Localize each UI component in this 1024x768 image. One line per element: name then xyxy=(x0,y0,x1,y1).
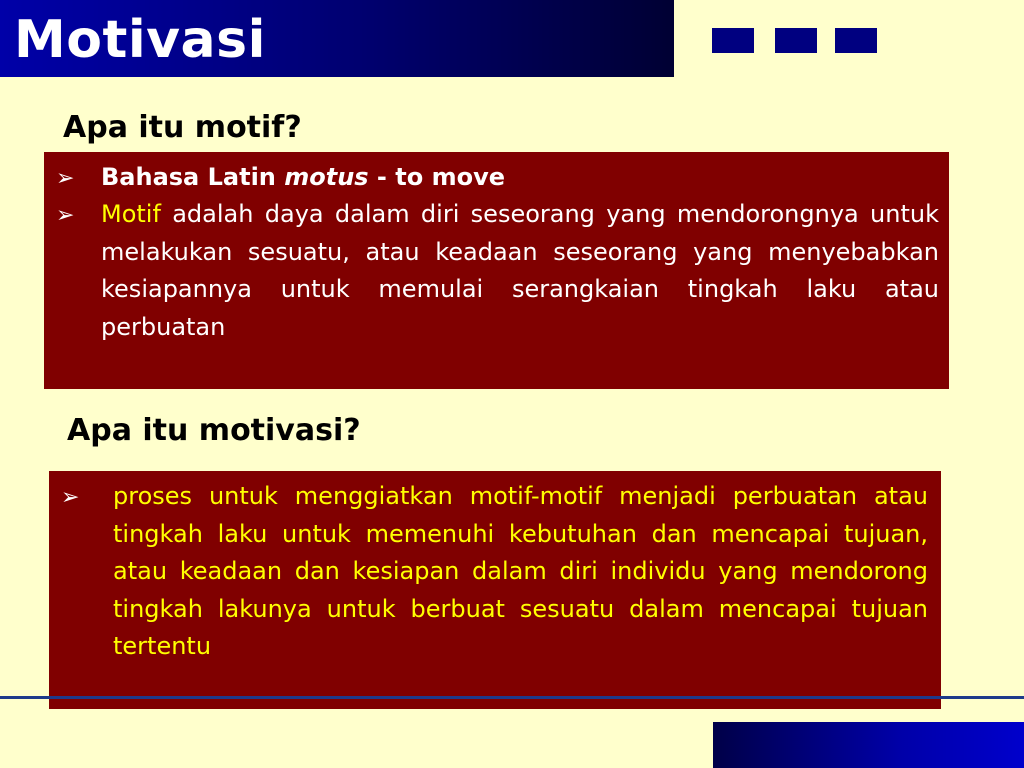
decorative-square-2 xyxy=(775,28,817,53)
slide-title: Motivasi xyxy=(14,10,266,70)
bullet2-highlight: Motif xyxy=(101,200,161,228)
bullet-arrow-icon: ➢ xyxy=(56,166,75,191)
bullet-arrow-icon: ➢ xyxy=(56,203,75,228)
title-bar xyxy=(0,0,674,77)
decorative-square-3 xyxy=(835,28,877,53)
divider-line xyxy=(0,696,1024,699)
bullet1-emphasis: motus xyxy=(284,163,369,191)
bullet1-suffix: - to move xyxy=(368,163,505,191)
section1-bullet2 xyxy=(101,196,939,346)
bullet2-text: adalah daya dalam diri seseorang yang mendorongnya untuk melakukan sesuatu, atau keadaan seseorang yang menyebabkan kesiapannya untuk memulai serangkaian tingkah laku atau perbuatan xyxy=(101,200,939,341)
section1-heading: Apa itu motif? xyxy=(63,110,302,145)
section2-bullet1: proses untuk menggiatkan motif-motif menjadi perbuatan atau tingkah laku untuk memenuhi kebutuhan dan mencapai tujuan, atau keadaan dan kesiapan dalam diri individu yang mendorong tingkah lakunya untuk berbuat sesuatu dalam mencapai tujuan tertentu xyxy=(113,482,928,660)
bullet1-prefix: Bahasa Latin xyxy=(101,163,285,191)
bullet-arrow-icon: ➢ xyxy=(61,485,80,510)
section1-bullet1 xyxy=(101,159,939,197)
section2-heading: Apa itu motivasi? xyxy=(67,413,361,448)
decorative-square-1 xyxy=(712,28,754,53)
corner-decoration xyxy=(713,722,1024,768)
